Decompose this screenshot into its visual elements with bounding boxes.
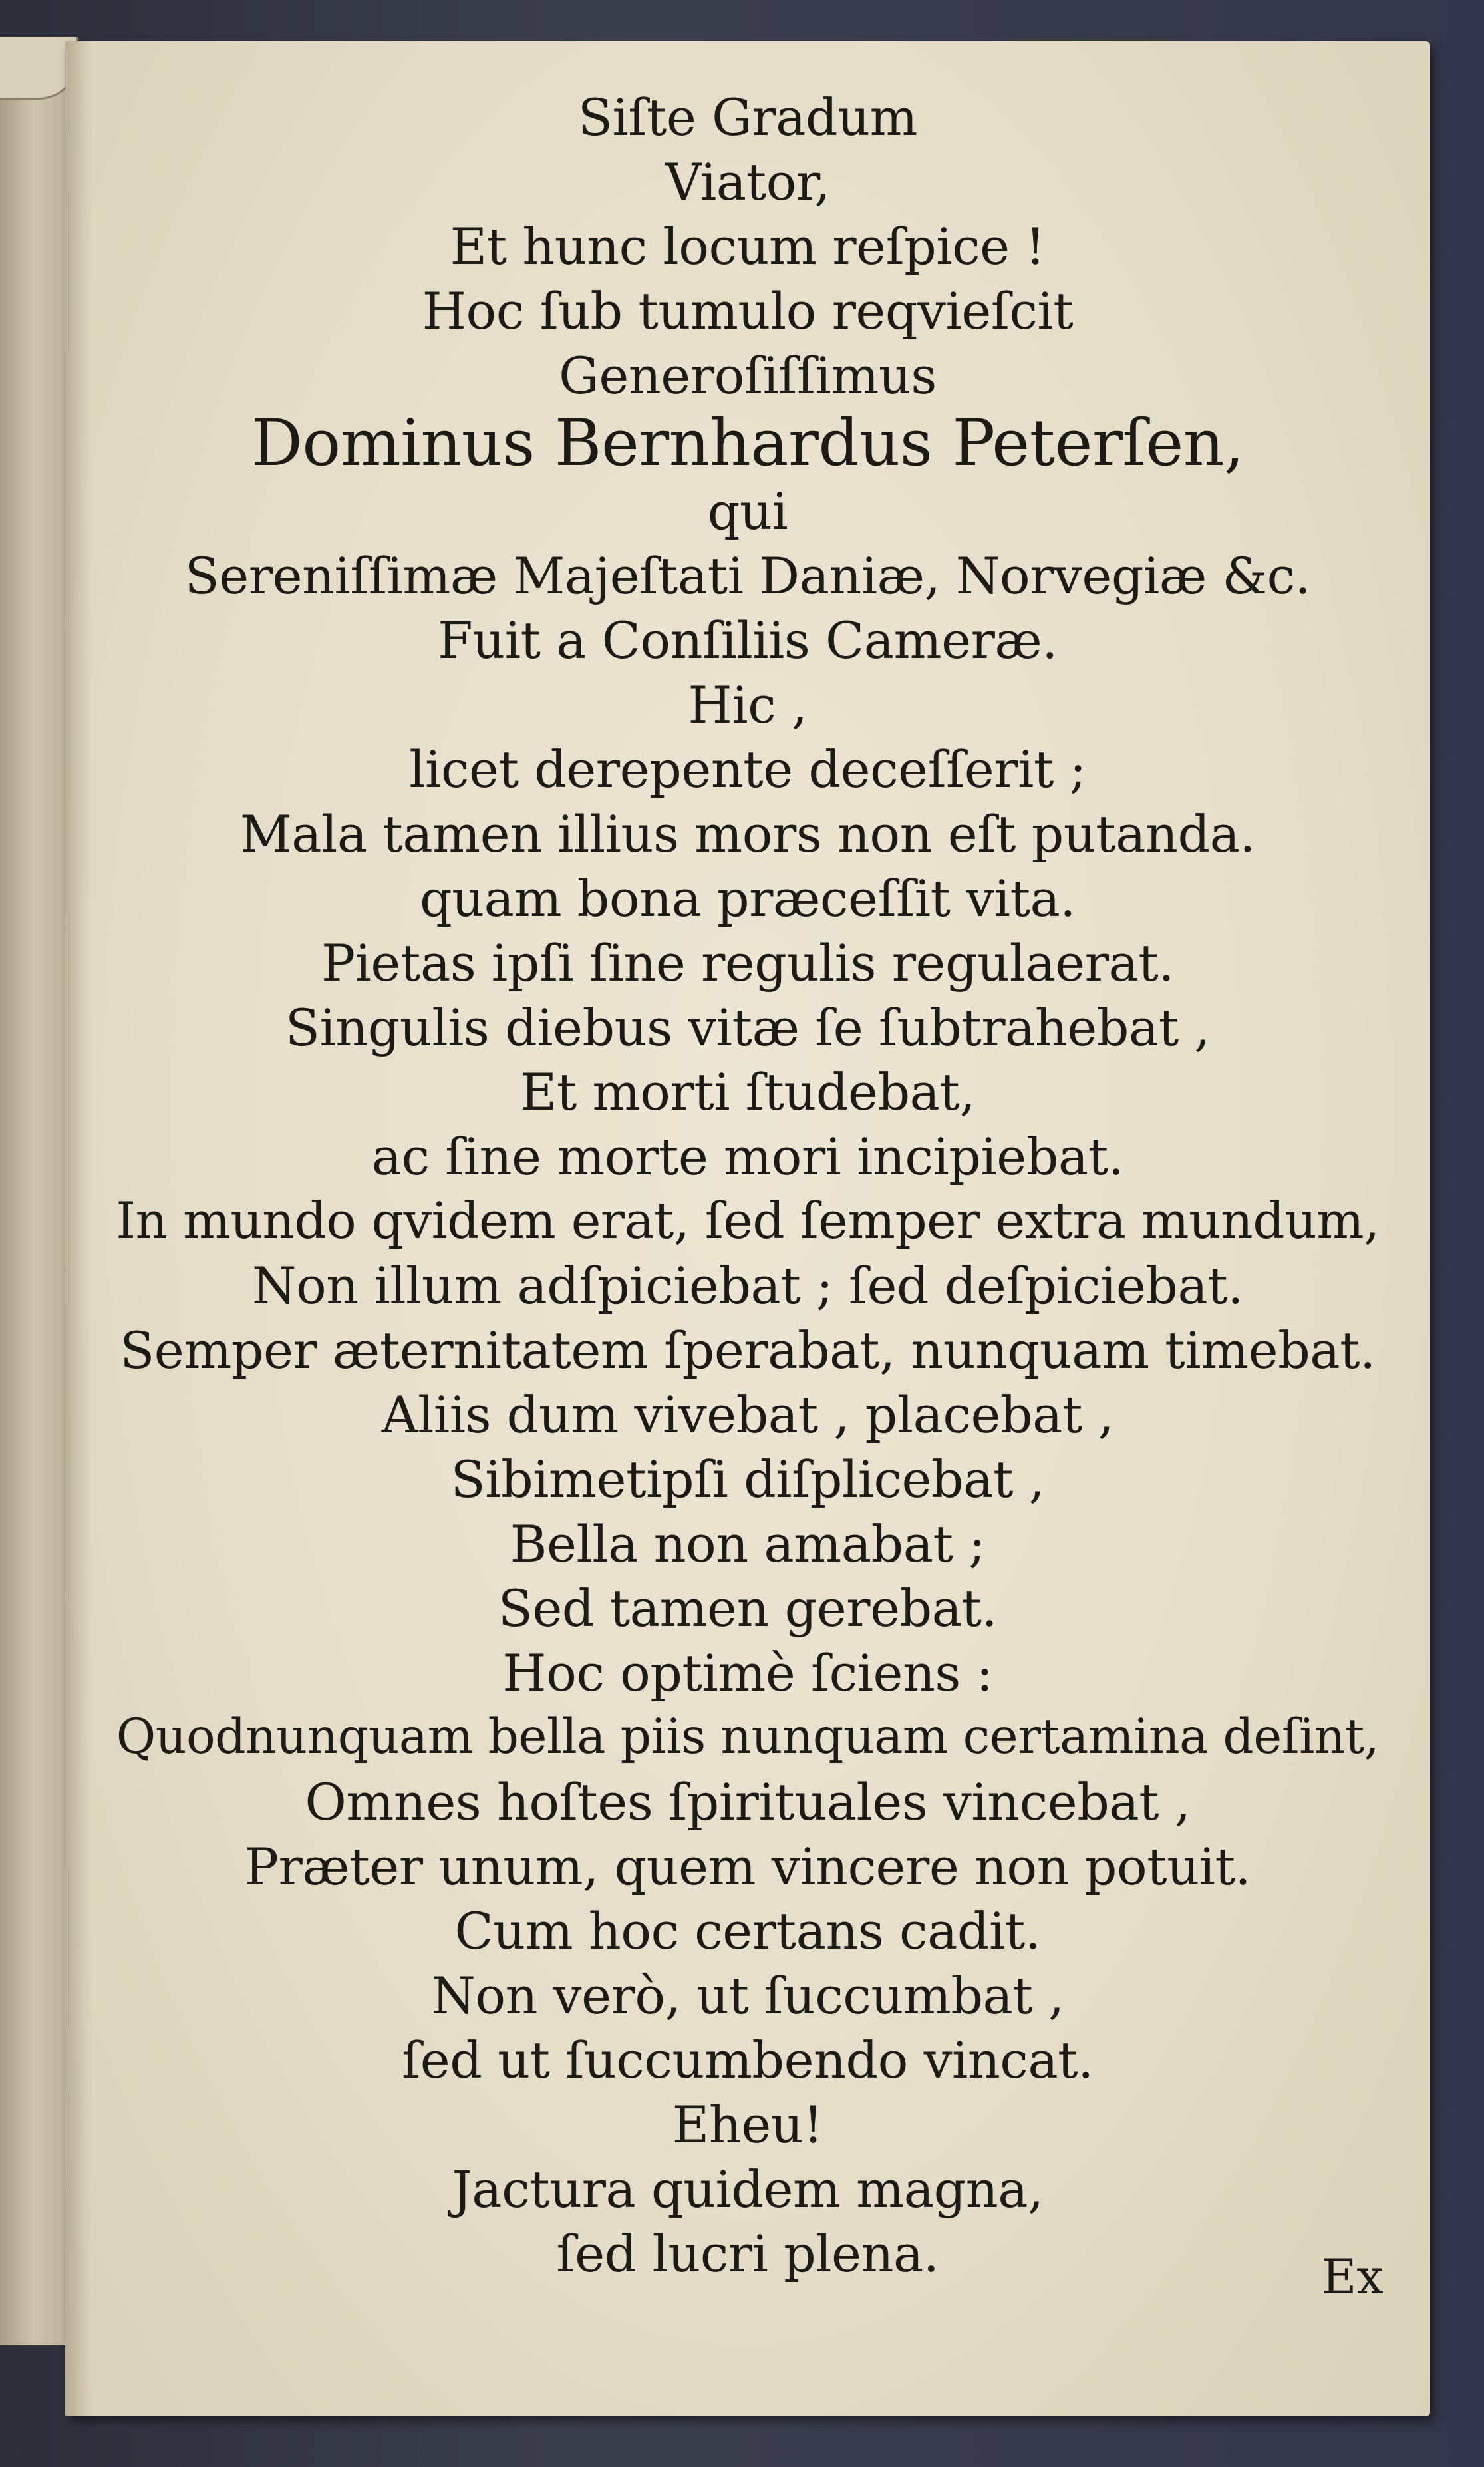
book-page (65, 41, 1430, 2416)
text-line: Semper æternitatem ſperabat, nunquam timebat. (120, 1321, 1376, 1380)
epitaph-text (65, 85, 1430, 2286)
text-line: quam bona præceſſit vita. (420, 869, 1076, 928)
heading-name-line: Dominus Bernhardus Peterſen, (251, 406, 1245, 480)
text-line: Sed tamen gerebat. (498, 1579, 998, 1638)
text-line: Sibimetipſi diſplicebat , (450, 1450, 1045, 1509)
text-line: In mundo qvidem erat, ſed ſemper extra mundum, (116, 1192, 1380, 1250)
text-line: Hic , (688, 675, 808, 735)
text-line: Quodnunquam bella piis nunquam certamina deſint, (116, 1709, 1380, 1765)
text-line: Siſte Gradum (577, 88, 918, 147)
text-line: Sereniſſimæ Majeſtati Daniæ, Norvegiæ &c. (184, 546, 1311, 605)
text-line: ſed lucri plena. (556, 2224, 939, 2283)
text-line: Et morti ſtudebat, (519, 1063, 976, 1122)
facing-page-edge (0, 37, 68, 2345)
text-line: Et hunc locum reſpice ! (450, 217, 1046, 276)
text-line: Fuit a Conſiliis Cameræ. (438, 611, 1058, 670)
text-line: Hoc optimè ſciens : (502, 1643, 993, 1703)
text-line: Non verò, ut ſuccumbat , (431, 1966, 1064, 2025)
text-line: Omnes hoſtes ſpirituales vincebat , (305, 1772, 1191, 1832)
text-line: Pietas ipſi ſine regulis regulaerat. (321, 933, 1174, 993)
text-line: Aliis dum vivebat , placebat , (381, 1385, 1114, 1444)
text-line: Bella non amabat ; (510, 1514, 986, 1573)
text-line: ac ſine morte mori incipiebat. (371, 1127, 1124, 1186)
text-line: Generoſiſſimus (559, 346, 937, 405)
text-line: qui (707, 482, 788, 541)
text-line: Singulis diebus vitæ ſe ſubtrahebat , (285, 998, 1211, 1057)
text-line: Præter unum, quem vincere non potuit. (244, 1837, 1251, 1896)
text-line: Cum hoc certans cadit. (454, 1901, 1041, 1961)
text-line: licet derepente deceſſerit ; (409, 740, 1086, 799)
text-line: ſed ut ſuccumbendo vincat. (402, 2031, 1094, 2090)
text-line: Non illum adſpiciebat ; ſed deſpiciebat. (252, 1256, 1243, 1315)
text-line: Eheu! (672, 2095, 823, 2154)
text-line: Hoc ſub tumulo reqvieſcit (422, 281, 1074, 341)
text-line: Jactura quidem magna, (452, 2160, 1044, 2219)
text-line: Viator, (665, 152, 831, 212)
text-line: Mala tamen illius mors non eſt putanda. (239, 804, 1256, 864)
catchword: Ex (1321, 2249, 1384, 2305)
